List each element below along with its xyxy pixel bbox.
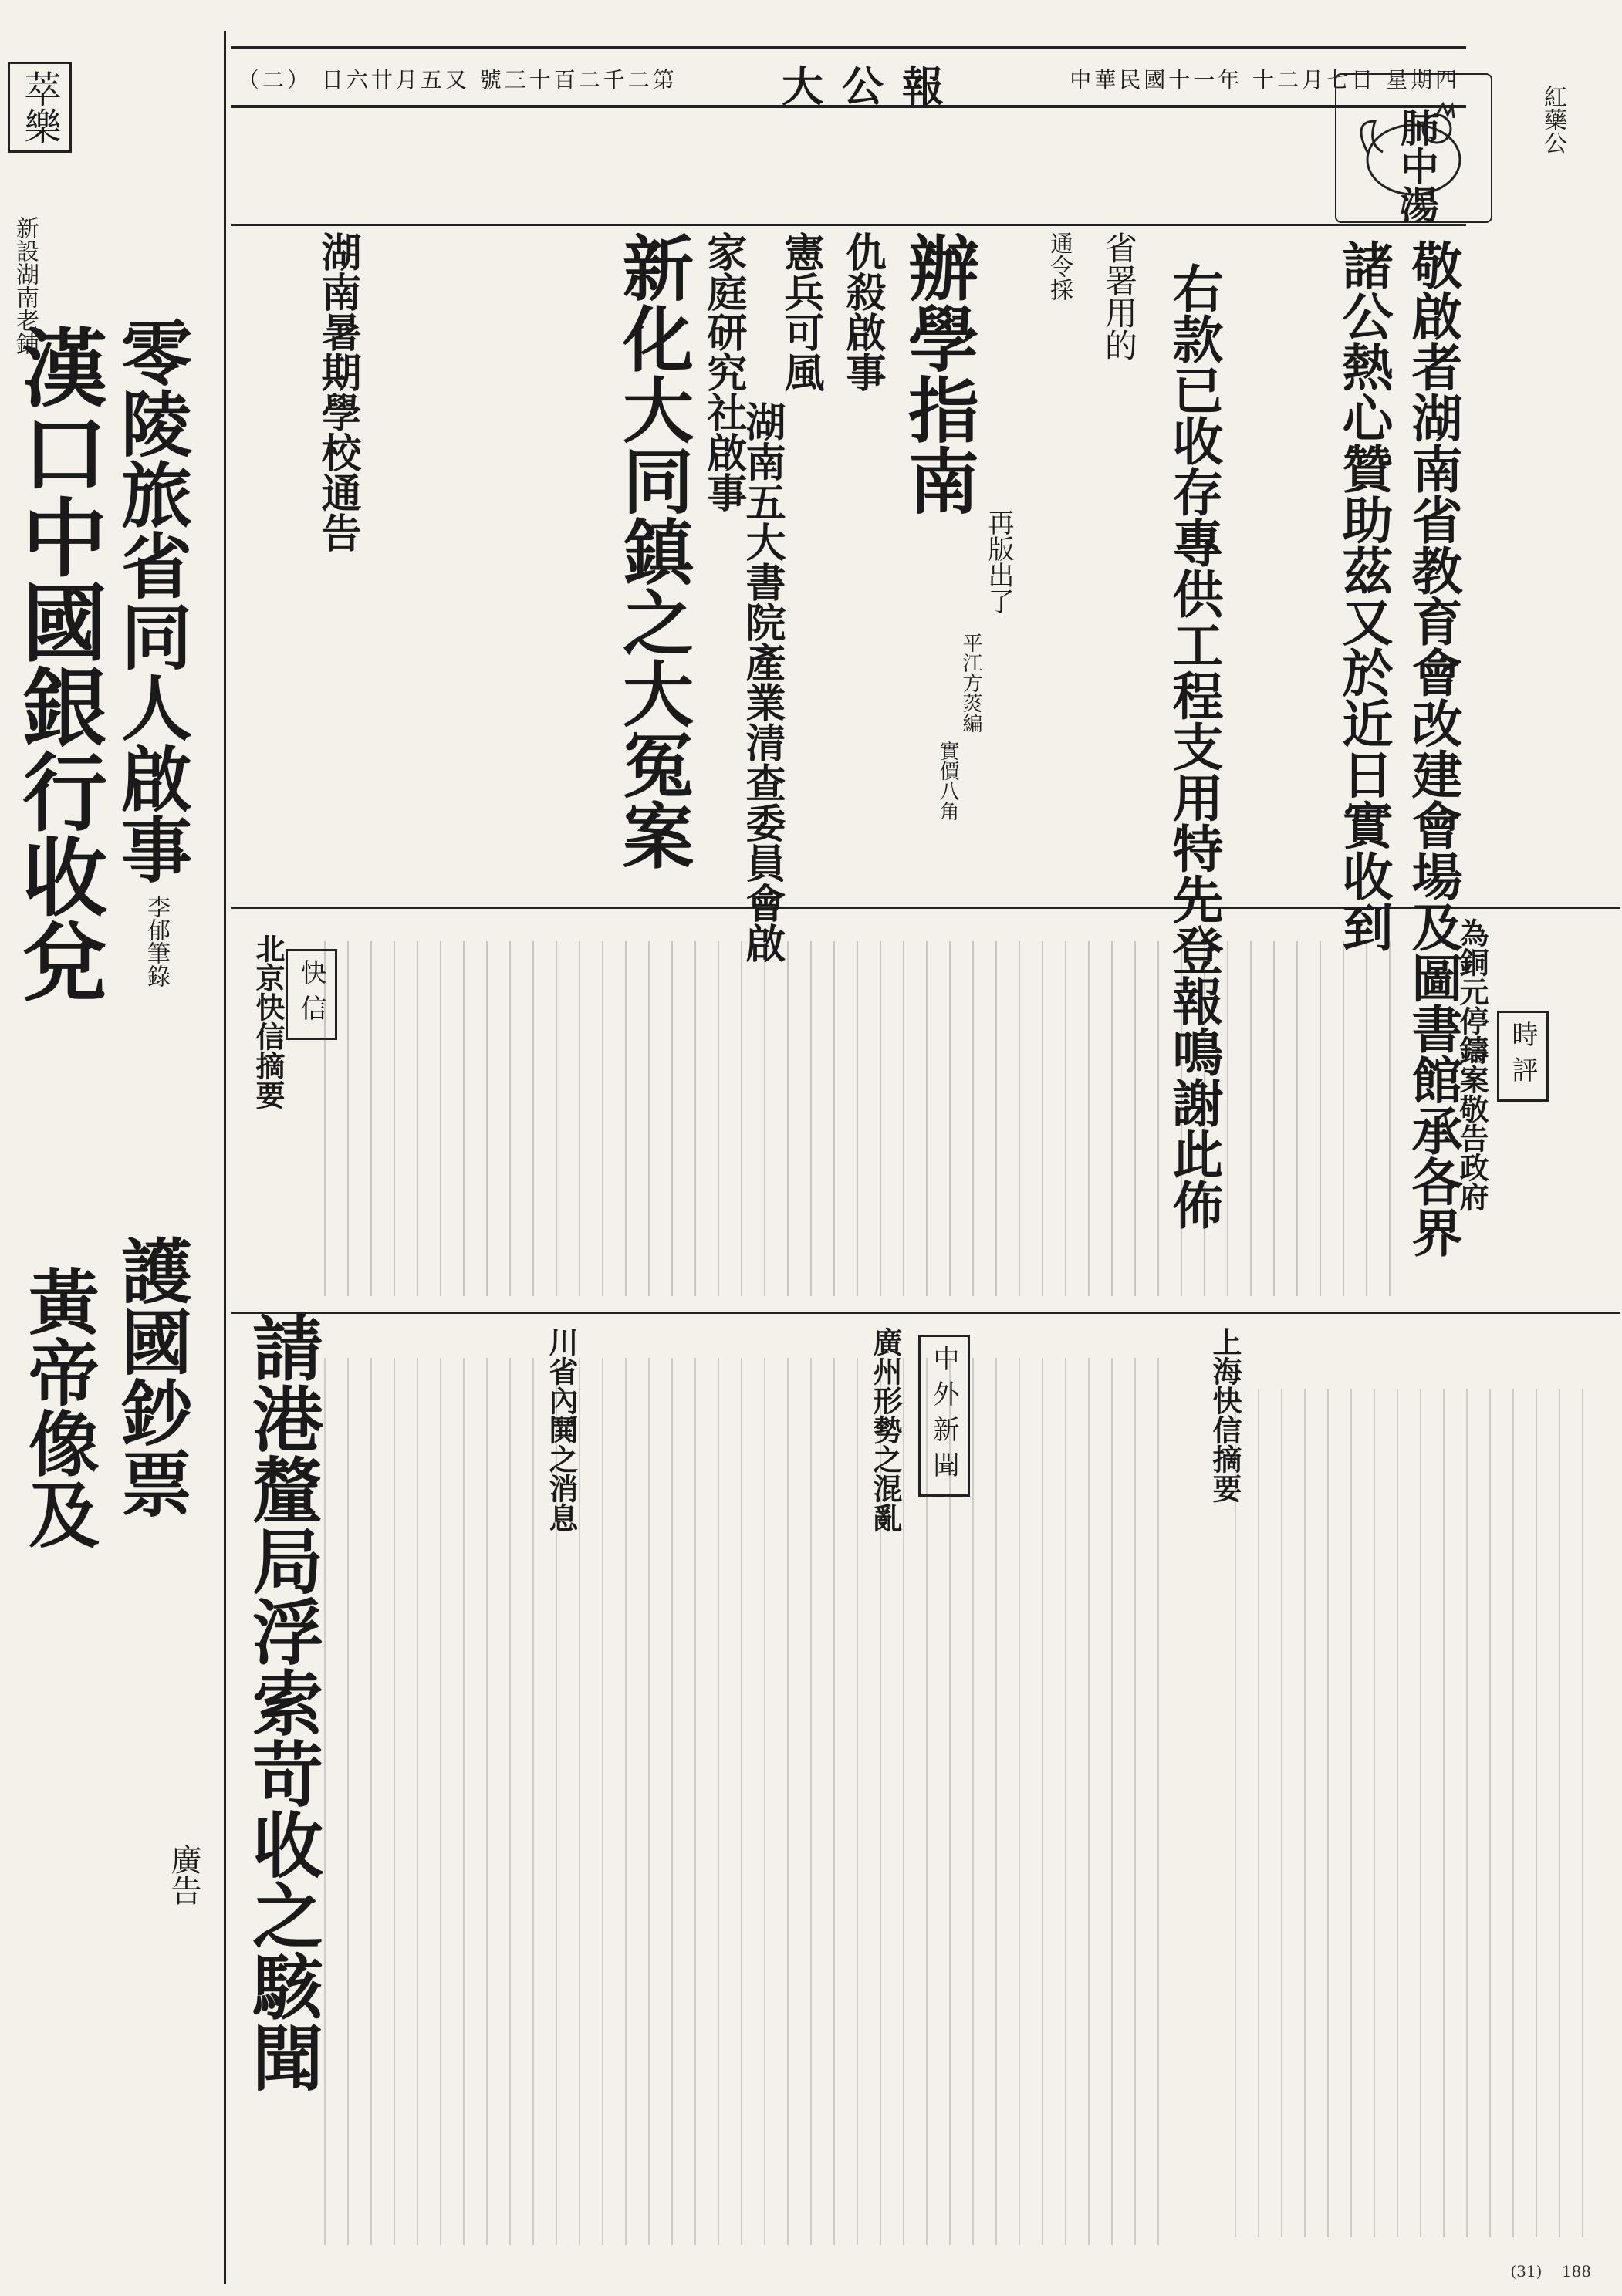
masthead: 大公報 — [782, 62, 962, 111]
five-academies-headline: 湖南五大書院產業清查委員會啟 — [738, 401, 786, 963]
commentary-headline: 為銅元停鑄案敬告政府 — [1455, 918, 1489, 1211]
top-ad-product: 肺中湯 — [1394, 108, 1440, 224]
top-ad-brand: 紅藥公 — [1539, 85, 1566, 154]
left-ad-line6: 護國鈔票 — [110, 1234, 193, 1518]
left-ad-column — [0, 31, 226, 2284]
summer-school-headline: 湖南暑期學校通告 — [314, 231, 361, 552]
guangzhou-headline: 廣州形勢之混亂 — [868, 1327, 903, 1532]
bottom-left-headline: 請港釐局浮索苛收之駭聞 — [241, 1312, 324, 2092]
guide-edition: 再版出了 — [983, 509, 1014, 614]
shanghai-body — [1235, 1389, 1605, 2237]
shanghai-headline: 上海快信摘要 — [1208, 1327, 1242, 1503]
footer — [1510, 2262, 1591, 2281]
beijing-headline: 北京快信摘要 — [251, 934, 286, 1109]
footer-page-mark: (31) — [1510, 2262, 1543, 2281]
guide-author: 平江方菼編 — [959, 633, 982, 733]
commentary-body — [324, 941, 1404, 1296]
sichuan-headline: 川省內鬨之消息 — [544, 1327, 579, 1532]
header-left-info: （二） 日六廿月五又 號三十百二千二第 — [238, 67, 678, 93]
new-town-headline: 新化大同鎮之大冤案 — [611, 231, 694, 870]
left-ad-line7: 廣告 — [166, 1844, 201, 1906]
education-headline-2: 諸公熱心贊助茲又於近日實收到 — [1333, 239, 1394, 952]
xian-bing-headline: 憲兵可風 — [777, 231, 824, 392]
guide-title: 辦學指南 — [897, 231, 980, 515]
left-ad-line2: 漢口中國銀行收兌 — [8, 324, 108, 1003]
left-ad-line5: 黃帝像及 — [17, 1265, 100, 1549]
guide-sub1: 省署用的 — [1100, 231, 1138, 361]
revenge-headline: 仇殺啟事 — [839, 231, 886, 392]
domestic-tag: 中外新聞 — [918, 1335, 970, 1497]
education-headline-1: 敬啟者湖南省教育會改建會場及圖書館承各界 — [1403, 239, 1463, 1258]
family-study-headline: 家庭研究社啟事 — [700, 231, 747, 512]
notice-right-headline: 右款已收存專供工程支用特先登報鳴謝此佈 — [1164, 262, 1224, 1230]
quick-news-tag: 快信 — [286, 949, 337, 1040]
lower-body — [324, 1358, 1173, 2245]
header-band — [231, 46, 1466, 111]
header-right-info: 中華民國十一年 十二月七日 星期四 — [1070, 67, 1460, 93]
guide-sub2: 通令採 — [1046, 231, 1073, 301]
left-ad-line4: 李郁筆錄 — [143, 895, 170, 988]
left-ad-line1: 新設湖南老鋪 — [12, 216, 39, 355]
guide-price: 實價八角 — [936, 741, 959, 821]
footer-number: 188 — [1561, 2262, 1591, 2281]
separator-top — [231, 224, 1466, 226]
separator-lower — [231, 1312, 1620, 1314]
left-ad-line3: 零陵旅省同人啟事 — [110, 316, 193, 884]
commentary-tag: 時評 — [1497, 1011, 1549, 1102]
left-ad-tag: 萃樂 — [8, 62, 72, 153]
